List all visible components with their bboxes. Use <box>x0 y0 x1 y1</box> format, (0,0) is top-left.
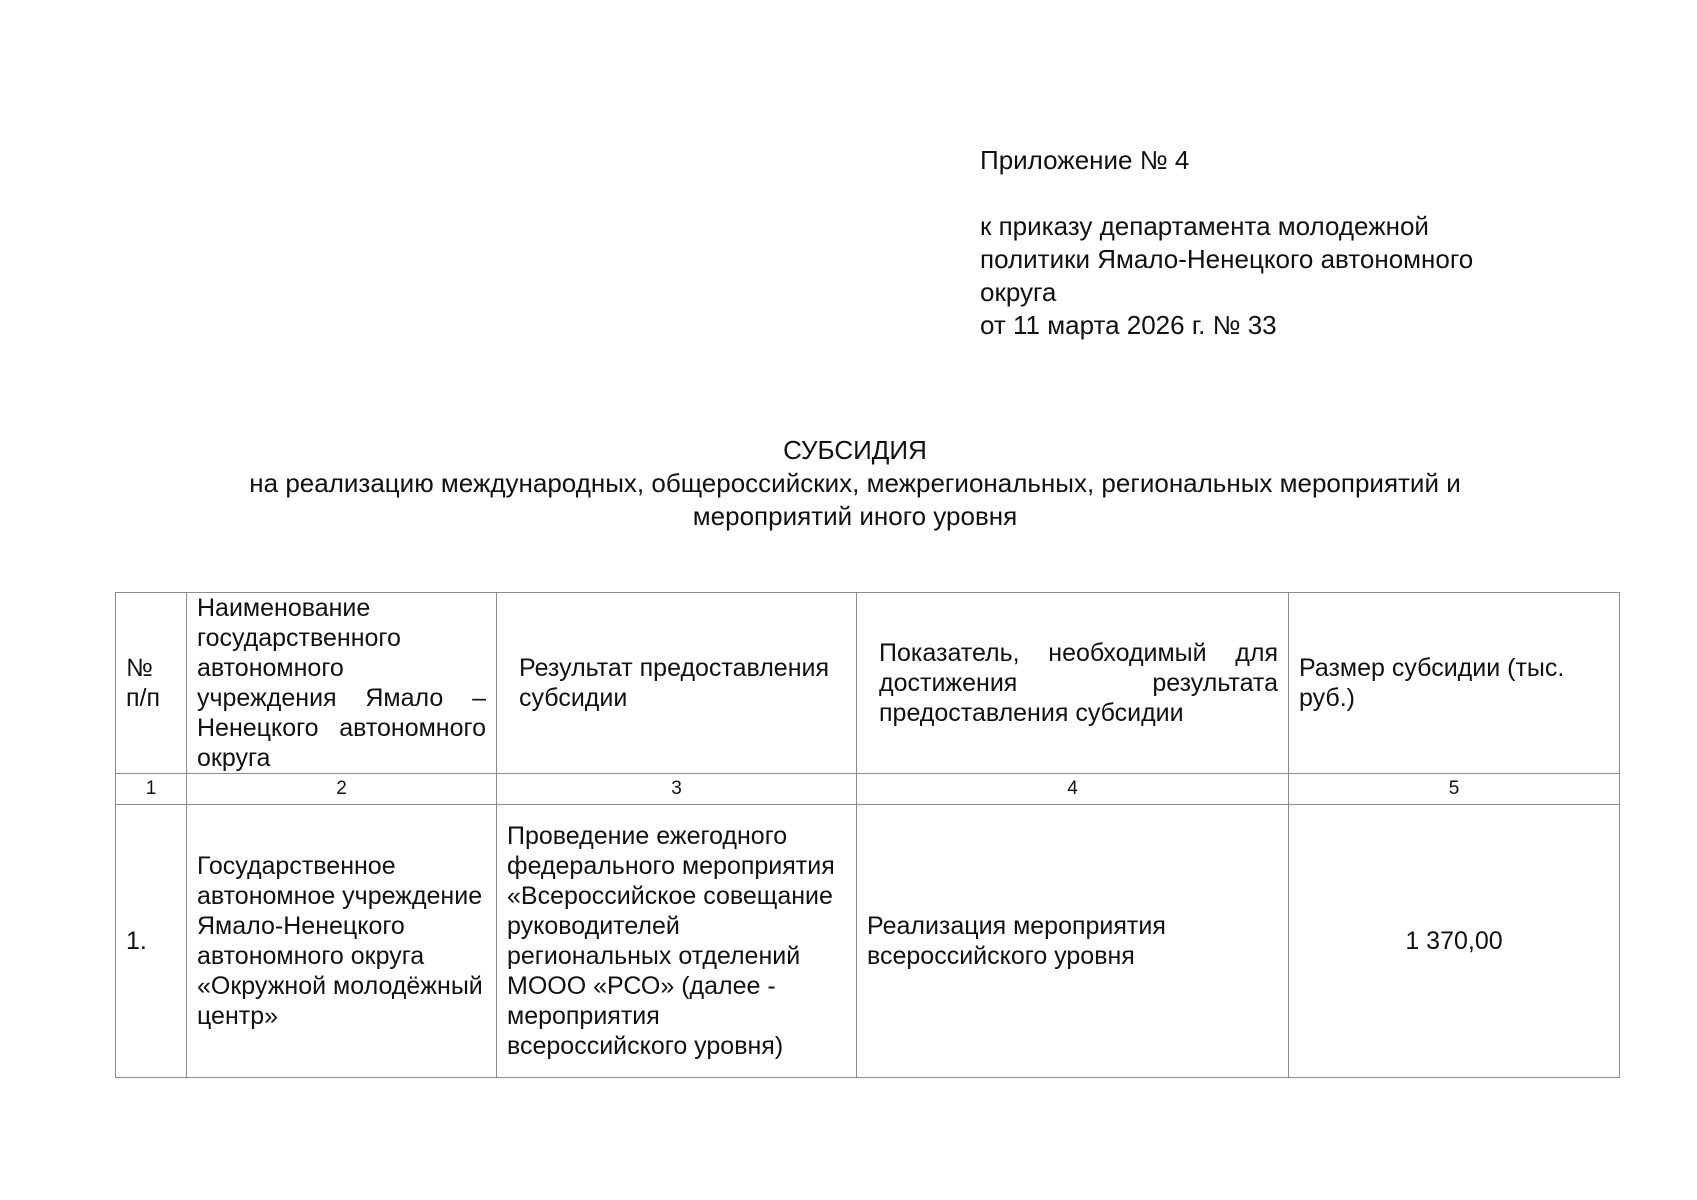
header-cell-number <box>116 593 187 774</box>
appendix-order-line-3: округа <box>980 277 1057 307</box>
table-header-row <box>116 593 1620 774</box>
title-subtitle-line-1: на реализацию международных, общероссийских, межрегиональных, региональных мероприятий и <box>249 468 1461 498</box>
row-result-cell: Проведение ежегодного федерального мероприятия «Всероссийское совещание руководителей региональных отделений МООО «РСО» (далее - мероприятия всероссийского уровня) <box>497 805 857 1078</box>
column-number-4: 4 <box>857 774 1289 805</box>
appendix-order-line-1: к приказу департамента молодежной <box>980 211 1429 241</box>
row-amount-cell: 1 370,00 <box>1289 805 1620 1078</box>
title-subtitle-line-2: мероприятий иного уровня <box>692 501 1018 531</box>
appendix-number: Приложение № 4 <box>980 145 1190 175</box>
column-number-2: 2 <box>187 774 497 805</box>
header-cell-amount <box>1289 593 1620 774</box>
appendix-header <box>980 144 1540 342</box>
row-institution-cell: Государственное автономное учреждение Ямало-Ненецкого автономного округа «Окружной молодёжный центр» <box>187 805 497 1078</box>
appendix-order-date: от 11 марта 2026 г. № 33 <box>980 310 1277 340</box>
table-row <box>116 805 1620 1078</box>
header-cell-result <box>497 593 857 774</box>
header-result-label: Результат предоставления субсидии <box>519 654 830 712</box>
column-number-row <box>116 774 1620 805</box>
header-institution-label: Наименование государственного автономного учреждения Ямало – Ненецкого автономного округа <box>197 594 486 772</box>
header-indicator-label: Показатель, необходимый для достижения результата предоставления субсидии <box>879 639 1278 727</box>
header-cell-indicator <box>857 593 1289 774</box>
header-amount-label: Размер субсидии (тыс. руб.) <box>1299 654 1565 712</box>
title-heading: СУБСИДИЯ <box>783 435 927 465</box>
row-number-cell: 1. <box>116 805 187 1078</box>
column-number-3: 3 <box>497 774 857 805</box>
subsidy-table <box>115 592 1620 1078</box>
row-indicator-cell: Реализация мероприятия всероссийского уровня <box>857 805 1289 1078</box>
document-title <box>180 434 1530 533</box>
header-cell-institution <box>187 593 497 774</box>
column-number-5: 5 <box>1289 774 1620 805</box>
header-number-label: № п/п <box>126 654 161 712</box>
appendix-order-line-2: политики Ямало-Ненецкого автономного <box>980 244 1474 274</box>
column-number-1: 1 <box>116 774 187 805</box>
